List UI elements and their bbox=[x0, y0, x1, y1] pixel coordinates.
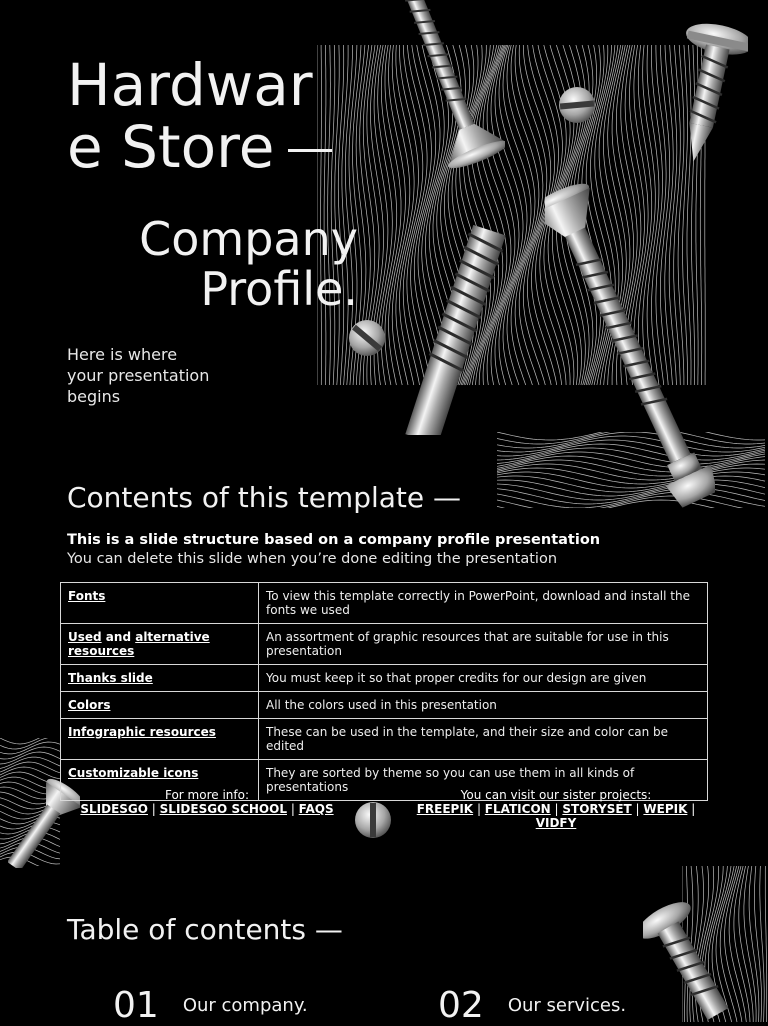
colors-link[interactable]: Colors bbox=[68, 698, 111, 712]
slidesgo-link[interactable]: SLIDESGO bbox=[80, 802, 148, 816]
screw-icon bbox=[395, 0, 505, 170]
more-info-label: For more info: bbox=[164, 788, 249, 802]
faqs-link[interactable]: FAQS bbox=[298, 802, 334, 816]
more-info bbox=[72, 788, 342, 816]
toc-item-number: 01 bbox=[113, 985, 159, 1026]
table-cell-text: They are sorted by theme so you can use them in all kinds of presentations bbox=[259, 760, 708, 801]
table-cell-label bbox=[61, 624, 259, 665]
used-link[interactable]: Used bbox=[68, 630, 102, 644]
table-cell-text: All the colors used in this presentation bbox=[259, 692, 708, 719]
toc-title: Table of contents — bbox=[67, 913, 343, 946]
table-row bbox=[61, 692, 708, 719]
screw-head-icon bbox=[347, 318, 387, 358]
toc-item[interactable] bbox=[113, 985, 308, 1026]
toc-item[interactable] bbox=[438, 985, 626, 1026]
wepik-link[interactable]: WEPIK bbox=[643, 802, 688, 816]
table-cell-label bbox=[61, 692, 259, 719]
contents-title: Contents of this template — bbox=[67, 481, 462, 514]
alternative-resources-link[interactable]: alternative resources bbox=[68, 630, 210, 658]
table-cell-label bbox=[61, 665, 259, 692]
toc-item-label: Our services. bbox=[507, 995, 627, 1016]
screw-head-icon bbox=[557, 85, 597, 125]
table-cell-text: You must keep it so that proper credits for our design are given bbox=[259, 665, 708, 692]
freepik-link[interactable]: FREEPIK bbox=[416, 802, 474, 816]
title-dash bbox=[288, 149, 332, 152]
hero-description: Here is where your presentation begins bbox=[67, 345, 210, 406]
contents-table bbox=[60, 582, 708, 801]
table-cell-text: To view this template correctly in PowerPoint, download and install the fonts we used bbox=[259, 583, 708, 624]
thanks-slide-link[interactable]: Thanks slide bbox=[68, 671, 153, 685]
infographic-resources-link[interactable]: Infographic resources bbox=[68, 725, 216, 739]
table-cell-text: An assortment of graphic resources that are suitable for use in this presentation bbox=[259, 624, 708, 665]
sister-projects-links: FREEPIK | FLATICON | STORYSET | WEPIK | VIDFY bbox=[416, 802, 696, 830]
screw-icon bbox=[668, 18, 748, 168]
table-row bbox=[61, 665, 708, 692]
flaticon-link[interactable]: FLATICON bbox=[484, 802, 551, 816]
toc-item-number: 02 bbox=[438, 985, 484, 1026]
table-row bbox=[61, 583, 708, 624]
screw-head-icon bbox=[353, 800, 393, 840]
and-text: and bbox=[101, 630, 136, 644]
toc-item-label: Our company. bbox=[182, 995, 308, 1016]
contents-intro-bold: This is a slide structure based on a company profile presentation bbox=[67, 532, 601, 548]
hero-subtitle-line1: Company bbox=[139, 212, 358, 266]
table-row bbox=[61, 624, 708, 665]
vidfy-link[interactable]: VIDFY bbox=[535, 816, 577, 830]
sister-projects bbox=[410, 788, 702, 830]
hero-title-line2: e Store bbox=[67, 116, 367, 178]
screw-icon bbox=[545, 170, 715, 530]
fonts-link[interactable]: Fonts bbox=[68, 589, 106, 603]
contents-intro: You can delete this slide when you’re done editing the presentation bbox=[67, 551, 558, 567]
storyset-link[interactable]: STORYSET bbox=[562, 802, 632, 816]
table-row bbox=[61, 719, 708, 760]
hero-subtitle bbox=[100, 214, 358, 314]
hero-title bbox=[67, 51, 367, 181]
slidesgo-school-link[interactable]: SLIDESGO SCHOOL bbox=[159, 802, 287, 816]
sister-projects-label: You can visit our sister projects: bbox=[460, 788, 652, 802]
table-cell-text: These can be used in the template, and their size and color can be edited bbox=[259, 719, 708, 760]
table-cell-label bbox=[61, 719, 259, 760]
hero-subtitle-line2: Profile. bbox=[200, 262, 358, 316]
hero-title-line1: Hardwar bbox=[67, 51, 313, 119]
more-info-links: SLIDESGO | SLIDESGO SCHOOL | FAQS bbox=[80, 802, 334, 816]
customizable-icons-link[interactable]: Customizable icons bbox=[68, 766, 199, 780]
bolt-icon bbox=[400, 225, 515, 435]
screw-icon bbox=[643, 900, 733, 1024]
table-cell-label bbox=[61, 583, 259, 624]
